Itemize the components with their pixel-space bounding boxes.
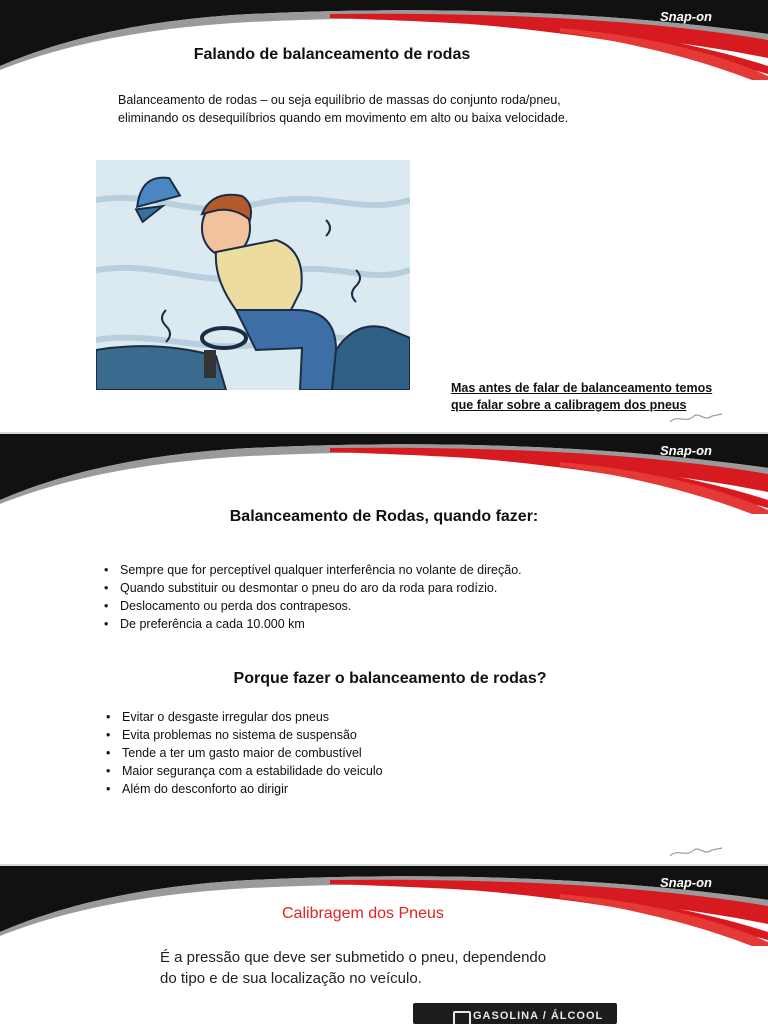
brand-banner [0, 0, 768, 80]
list-item: • Tende a ter um gasto maior de combustível [102, 744, 383, 762]
when-list [100, 561, 522, 633]
note-line-2: que falar sobre a calibragem dos pneus [451, 398, 687, 412]
list-item: • Além do desconforto ao dirigir [102, 780, 383, 798]
list-item: • Sempre que for perceptível qualquer interferência no volante de direção. [100, 561, 522, 579]
brand-logo: Snap-on [660, 9, 712, 24]
section-title: Balanceamento de Rodas, quando fazer: [229, 508, 539, 525]
body-line-2: do tipo e de sua localização no veículo. [160, 970, 422, 987]
intro-line-2: eliminando os desequilíbrios quando em movimento em alto ou baixa velocidade. [118, 111, 569, 125]
list-item: • De preferência a cada 10.000 km [100, 615, 522, 633]
fuel-pump-photo [413, 1003, 617, 1024]
signature-mark [668, 844, 724, 860]
list-item: • Maior segurança com a estabilidade do veiculo [102, 762, 383, 780]
photo-label: GASOLINA / ÁLCOOL [473, 1010, 604, 1022]
brand-logo: Snap-on [660, 875, 712, 890]
note-line-1: Mas antes de falar de balanceamento temos [451, 381, 713, 395]
list-item: • Evitar o desgaste irregular dos pneus [102, 708, 383, 726]
slide-title: Falando de balanceamento de rodas [193, 46, 471, 63]
section-subtitle: Porque fazer o balanceamento de rodas? [233, 670, 547, 687]
calibration-title: Calibragem dos Pneus [282, 905, 444, 922]
list-item: • Quando substituir ou desmontar o pneu do aro da roda para rodízio. [100, 579, 522, 597]
calibration-body [160, 947, 600, 989]
slide-1 [0, 0, 768, 432]
slide-2 [0, 434, 768, 864]
list-item: • Deslocamento ou perda dos contrapesos. [100, 597, 522, 615]
body-line-1: É a pressão que deve ser submetido o pneu, dependendo [160, 949, 547, 966]
intro-line-1: Balanceamento de rodas – ou seja equilíbrio de massas do conjunto roda/pneu, [118, 93, 561, 107]
brand-banner [0, 434, 768, 514]
fuel-pump-icon [453, 1011, 471, 1024]
signature-mark [668, 410, 724, 426]
brand-logo: Snap-on [660, 443, 712, 458]
reasons-list [102, 708, 383, 798]
calibration-note [451, 380, 712, 414]
list-item: • Evita problemas no sistema de suspensão [102, 726, 383, 744]
slide-3 [0, 866, 768, 1024]
intro-paragraph [118, 91, 568, 127]
cartoon-illustration [96, 160, 410, 390]
